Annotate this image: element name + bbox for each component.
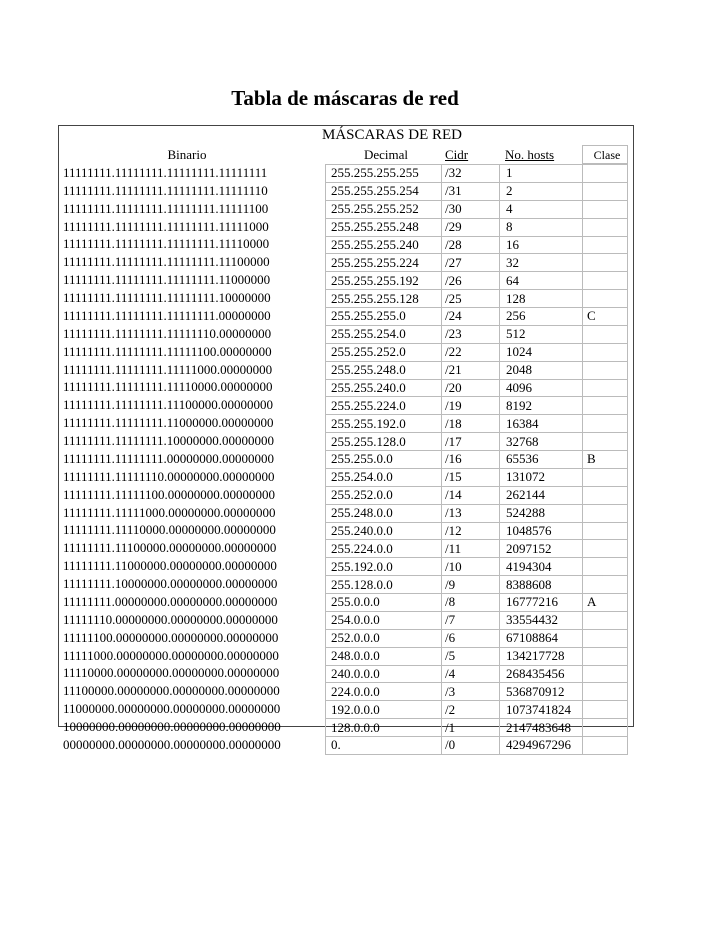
cell-hosts: 32768: [499, 432, 582, 450]
table-row: [59, 629, 628, 647]
cell-binario: 00000000.00000000.00000000.00000000: [63, 737, 281, 753]
cell-clase: [582, 396, 628, 414]
table-row: [59, 522, 628, 540]
cell-cidr: /20: [442, 379, 499, 397]
table-row: [59, 700, 628, 718]
cell-decimal: 255.0.0.0: [325, 593, 442, 611]
cell-cidr: /13: [442, 504, 499, 522]
cell-hosts: 1: [499, 164, 582, 182]
cell-clase: [582, 468, 628, 486]
mask-table: [59, 145, 628, 755]
cell-cidr: /9: [442, 575, 499, 593]
table-row: [59, 271, 628, 289]
table-row: [59, 486, 628, 504]
cell-binario: 11111111.11111111.11100000.00000000: [63, 397, 274, 413]
table-row: [59, 361, 628, 379]
cell-decimal: 255.255.128.0: [325, 432, 442, 450]
cell-binario: 11111111.11111110.00000000.00000000: [63, 468, 275, 484]
cell-binario: 11111111.11111111.11111111.10000000: [63, 290, 271, 306]
cell-decimal: 224.0.0.0: [325, 682, 442, 700]
cell-cidr: /18: [442, 414, 499, 432]
cell-hosts: 512: [499, 325, 582, 343]
cell-hosts: 4096: [499, 379, 582, 397]
cell-binario: 11111110.00000000.00000000.00000000: [63, 611, 278, 627]
cell-binario: 11111111.11111111.11111111.11111100: [63, 200, 269, 216]
cell-clase: [582, 522, 628, 540]
table-row: [59, 432, 628, 450]
cell-decimal: 255.192.0.0: [325, 557, 442, 575]
cell-clase: [582, 218, 628, 236]
cell-hosts: 1024: [499, 343, 582, 361]
cell-binario: 11111111.11111111.11111111.11110000: [63, 236, 270, 252]
table-header-label: MÁSCARAS DE RED: [321, 127, 463, 143]
cell-cidr: /16: [442, 450, 499, 468]
cell-decimal: 254.0.0.0: [325, 611, 442, 629]
table-row: [59, 164, 628, 182]
cell-decimal: 255.254.0.0: [325, 468, 442, 486]
cell-decimal: 0.: [325, 736, 442, 755]
cell-cidr: /30: [442, 200, 499, 218]
cell-cidr: /0: [442, 736, 499, 755]
cell-binario: 11111111.11111111.11111100.00000000: [63, 343, 272, 359]
cell-binario: 11100000.00000000.00000000.00000000: [63, 683, 280, 699]
cell-hosts: 536870912: [499, 682, 582, 700]
table-row: [59, 718, 628, 736]
col-header-binario: Binario: [167, 146, 207, 162]
cell-binario: 11111111.11111111.11111111.11111000: [63, 218, 269, 234]
table-row: [59, 575, 628, 593]
cell-hosts: 16777216: [499, 593, 582, 611]
cell-hosts: 268435456: [499, 665, 582, 683]
cell-decimal: 255.255.252.0: [325, 343, 442, 361]
cell-decimal: 255.255.255.248: [325, 218, 442, 236]
cell-clase: A: [582, 593, 628, 611]
cell-binario: 11111111.11100000.00000000.00000000: [63, 540, 277, 556]
cell-binario: 11110000.00000000.00000000.00000000: [63, 665, 280, 681]
cell-hosts: 128: [499, 289, 582, 307]
cell-clase: [582, 182, 628, 200]
cell-clase: [582, 414, 628, 432]
table-row: [59, 647, 628, 665]
cell-cidr: /19: [442, 396, 499, 414]
table-row: [59, 307, 628, 325]
cell-clase: [582, 557, 628, 575]
cell-decimal: 255.255.240.0: [325, 379, 442, 397]
cell-cidr: /7: [442, 611, 499, 629]
cell-decimal: 255.255.192.0: [325, 414, 442, 432]
cell-hosts: 2147483648: [499, 718, 582, 736]
cell-clase: B: [582, 450, 628, 468]
cell-cidr: /25: [442, 289, 499, 307]
cell-clase: [582, 575, 628, 593]
cell-decimal: 255.128.0.0: [325, 575, 442, 593]
table-row: [59, 325, 628, 343]
table-row: [59, 343, 628, 361]
table-row: [59, 450, 628, 468]
table-row: [59, 396, 628, 414]
cell-hosts: 134217728: [499, 647, 582, 665]
cell-decimal: 255.255.224.0: [325, 396, 442, 414]
cell-decimal: 255.255.255.0: [325, 307, 442, 325]
cell-decimal: 255.255.255.128: [325, 289, 442, 307]
cell-binario: 11111111.11000000.00000000.00000000: [63, 558, 277, 574]
cell-clase: [582, 343, 628, 361]
cell-clase: [582, 736, 628, 755]
col-header-hosts: No. hosts: [505, 146, 555, 162]
table-row: [59, 236, 628, 254]
cell-clase: [582, 539, 628, 557]
cell-decimal: 255.255.255.240: [325, 236, 442, 254]
cell-clase: [582, 611, 628, 629]
cell-binario: 11111111.11111111.11111111.11111110: [63, 182, 268, 198]
cell-clase: [582, 325, 628, 343]
cell-cidr: /14: [442, 486, 499, 504]
cell-clase: [582, 700, 628, 718]
table-row: [59, 736, 628, 755]
cell-clase: [582, 486, 628, 504]
cell-binario: 11111111.00000000.00000000.00000000: [63, 593, 278, 609]
cell-cidr: /22: [442, 343, 499, 361]
cell-binario: 11111111.11111111.11110000.00000000: [63, 379, 273, 395]
cell-decimal: 255.255.248.0: [325, 361, 442, 379]
cell-binario: 11111111.10000000.00000000.00000000: [63, 576, 278, 592]
cell-decimal: 255.255.255.254: [325, 182, 442, 200]
table-header: [59, 126, 635, 145]
cell-cidr: /15: [442, 468, 499, 486]
cell-hosts: 16384: [499, 414, 582, 432]
cell-decimal: 255.224.0.0: [325, 539, 442, 557]
cell-hosts: 2048: [499, 361, 582, 379]
cell-clase: C: [582, 307, 628, 325]
cell-decimal: 255.240.0.0: [325, 522, 442, 540]
cell-binario: 11111111.11111111.11111000.00000000: [63, 361, 273, 377]
cell-binario: 11111100.00000000.00000000.00000000: [63, 629, 279, 645]
cell-hosts: 4194304: [499, 557, 582, 575]
cell-binario: 11111111.11111111.11111111.11111111: [63, 164, 268, 180]
cell-decimal: 255.255.254.0: [325, 325, 442, 343]
cell-hosts: 1073741824: [499, 700, 582, 718]
cell-hosts: 67108864: [499, 629, 582, 647]
cell-hosts: 4: [499, 200, 582, 218]
table-row: [59, 218, 628, 236]
cell-decimal: 255.255.0.0: [325, 450, 442, 468]
cell-clase: [582, 504, 628, 522]
cell-cidr: /11: [442, 539, 499, 557]
cell-hosts: 32: [499, 253, 582, 271]
table-row: [59, 539, 628, 557]
table-row: [59, 468, 628, 486]
cell-cidr: /2: [442, 700, 499, 718]
cell-hosts: 8192: [499, 396, 582, 414]
cell-cidr: /10: [442, 557, 499, 575]
cell-hosts: 65536: [499, 450, 582, 468]
cell-hosts: 8: [499, 218, 582, 236]
cell-binario: 11111111.11111111.00000000.00000000: [63, 450, 274, 466]
cell-hosts: 2097152: [499, 539, 582, 557]
col-header-clase: Clase: [582, 145, 628, 164]
cell-clase: [582, 682, 628, 700]
cell-hosts: 524288: [499, 504, 582, 522]
table-row: [59, 665, 628, 683]
table-row: [59, 200, 628, 218]
cell-cidr: /1: [442, 718, 499, 736]
cell-cidr: /29: [442, 218, 499, 236]
cell-hosts: 16: [499, 236, 582, 254]
cell-hosts: 4294967296: [499, 736, 582, 755]
cell-binario: 11000000.00000000.00000000.00000000: [63, 701, 281, 717]
cell-clase: [582, 289, 628, 307]
cell-binario: 11111111.11111111.11111110.00000000: [63, 325, 272, 341]
cell-decimal: 248.0.0.0: [325, 647, 442, 665]
cell-hosts: 8388608: [499, 575, 582, 593]
cell-binario: 10000000.00000000.00000000.00000000: [63, 719, 281, 735]
table-row: [59, 182, 628, 200]
cell-clase: [582, 647, 628, 665]
cell-clase: [582, 379, 628, 397]
cell-cidr: /23: [442, 325, 499, 343]
cell-decimal: 128.0.0.0: [325, 718, 442, 736]
page-title: Tabla de máscaras de red: [231, 86, 459, 110]
table-row: [59, 414, 628, 432]
cell-decimal: 255.255.255.252: [325, 200, 442, 218]
cell-decimal: 255.255.255.192: [325, 271, 442, 289]
cell-cidr: /32: [442, 164, 499, 182]
cell-decimal: 192.0.0.0: [325, 700, 442, 718]
mask-table-container: [58, 125, 634, 753]
cell-clase: [582, 629, 628, 647]
cell-cidr: /24: [442, 307, 499, 325]
table-row: [59, 289, 628, 307]
cell-cidr: /28: [442, 236, 499, 254]
cell-clase: [582, 236, 628, 254]
column-header-row: [59, 145, 628, 164]
cell-binario: 11111000.00000000.00000000.00000000: [63, 647, 279, 663]
table-row: [59, 611, 628, 629]
cell-hosts: 2: [499, 182, 582, 200]
cell-hosts: 64: [499, 271, 582, 289]
cell-hosts: 262144: [499, 486, 582, 504]
col-header-decimal: Decimal: [363, 146, 409, 162]
cell-cidr: /27: [442, 253, 499, 271]
cell-clase: [582, 164, 628, 182]
cell-binario: 11111111.11111111.10000000.00000000: [63, 433, 274, 449]
cell-clase: [582, 271, 628, 289]
table-row: [59, 593, 628, 611]
table-row: [59, 379, 628, 397]
cell-cidr: /5: [442, 647, 499, 665]
col-header-cidr: Cidr: [445, 146, 469, 162]
cell-clase: [582, 665, 628, 683]
table-body: [59, 164, 628, 755]
cell-binario: 11111111.11110000.00000000.00000000: [63, 522, 276, 538]
cell-hosts: 1048576: [499, 522, 582, 540]
cell-decimal: 240.0.0.0: [325, 665, 442, 683]
cell-decimal: 252.0.0.0: [325, 629, 442, 647]
cell-cidr: /26: [442, 271, 499, 289]
cell-cidr: /4: [442, 665, 499, 683]
cell-cidr: /8: [442, 593, 499, 611]
cell-cidr: /31: [442, 182, 499, 200]
cell-cidr: /21: [442, 361, 499, 379]
cell-decimal: 255.255.255.224: [325, 253, 442, 271]
cell-hosts: 131072: [499, 468, 582, 486]
table-row: [59, 253, 628, 271]
cell-binario: 11111111.11111111.11111111.00000000: [63, 307, 271, 323]
cell-cidr: /6: [442, 629, 499, 647]
cell-hosts: 33554432: [499, 611, 582, 629]
cell-clase: [582, 432, 628, 450]
cell-clase: [582, 718, 628, 736]
cell-clase: [582, 200, 628, 218]
table-row: [59, 682, 628, 700]
table-row: [59, 557, 628, 575]
cell-cidr: /3: [442, 682, 499, 700]
cell-clase: [582, 361, 628, 379]
table-row: [59, 504, 628, 522]
cell-cidr: /12: [442, 522, 499, 540]
cell-binario: 11111111.11111111.11000000.00000000: [63, 415, 274, 431]
cell-decimal: 255.248.0.0: [325, 504, 442, 522]
cell-binario: 11111111.11111111.11111111.11000000: [63, 272, 271, 288]
cell-hosts: 256: [499, 307, 582, 325]
cell-binario: 11111111.11111111.11111111.11100000: [63, 254, 270, 270]
cell-decimal: 255.255.255.255: [325, 164, 442, 182]
cell-binario: 11111111.11111100.00000000.00000000: [63, 486, 275, 502]
cell-decimal: 255.252.0.0: [325, 486, 442, 504]
cell-cidr: /17: [442, 432, 499, 450]
cell-binario: 11111111.11111000.00000000.00000000: [63, 504, 276, 520]
cell-clase: [582, 253, 628, 271]
